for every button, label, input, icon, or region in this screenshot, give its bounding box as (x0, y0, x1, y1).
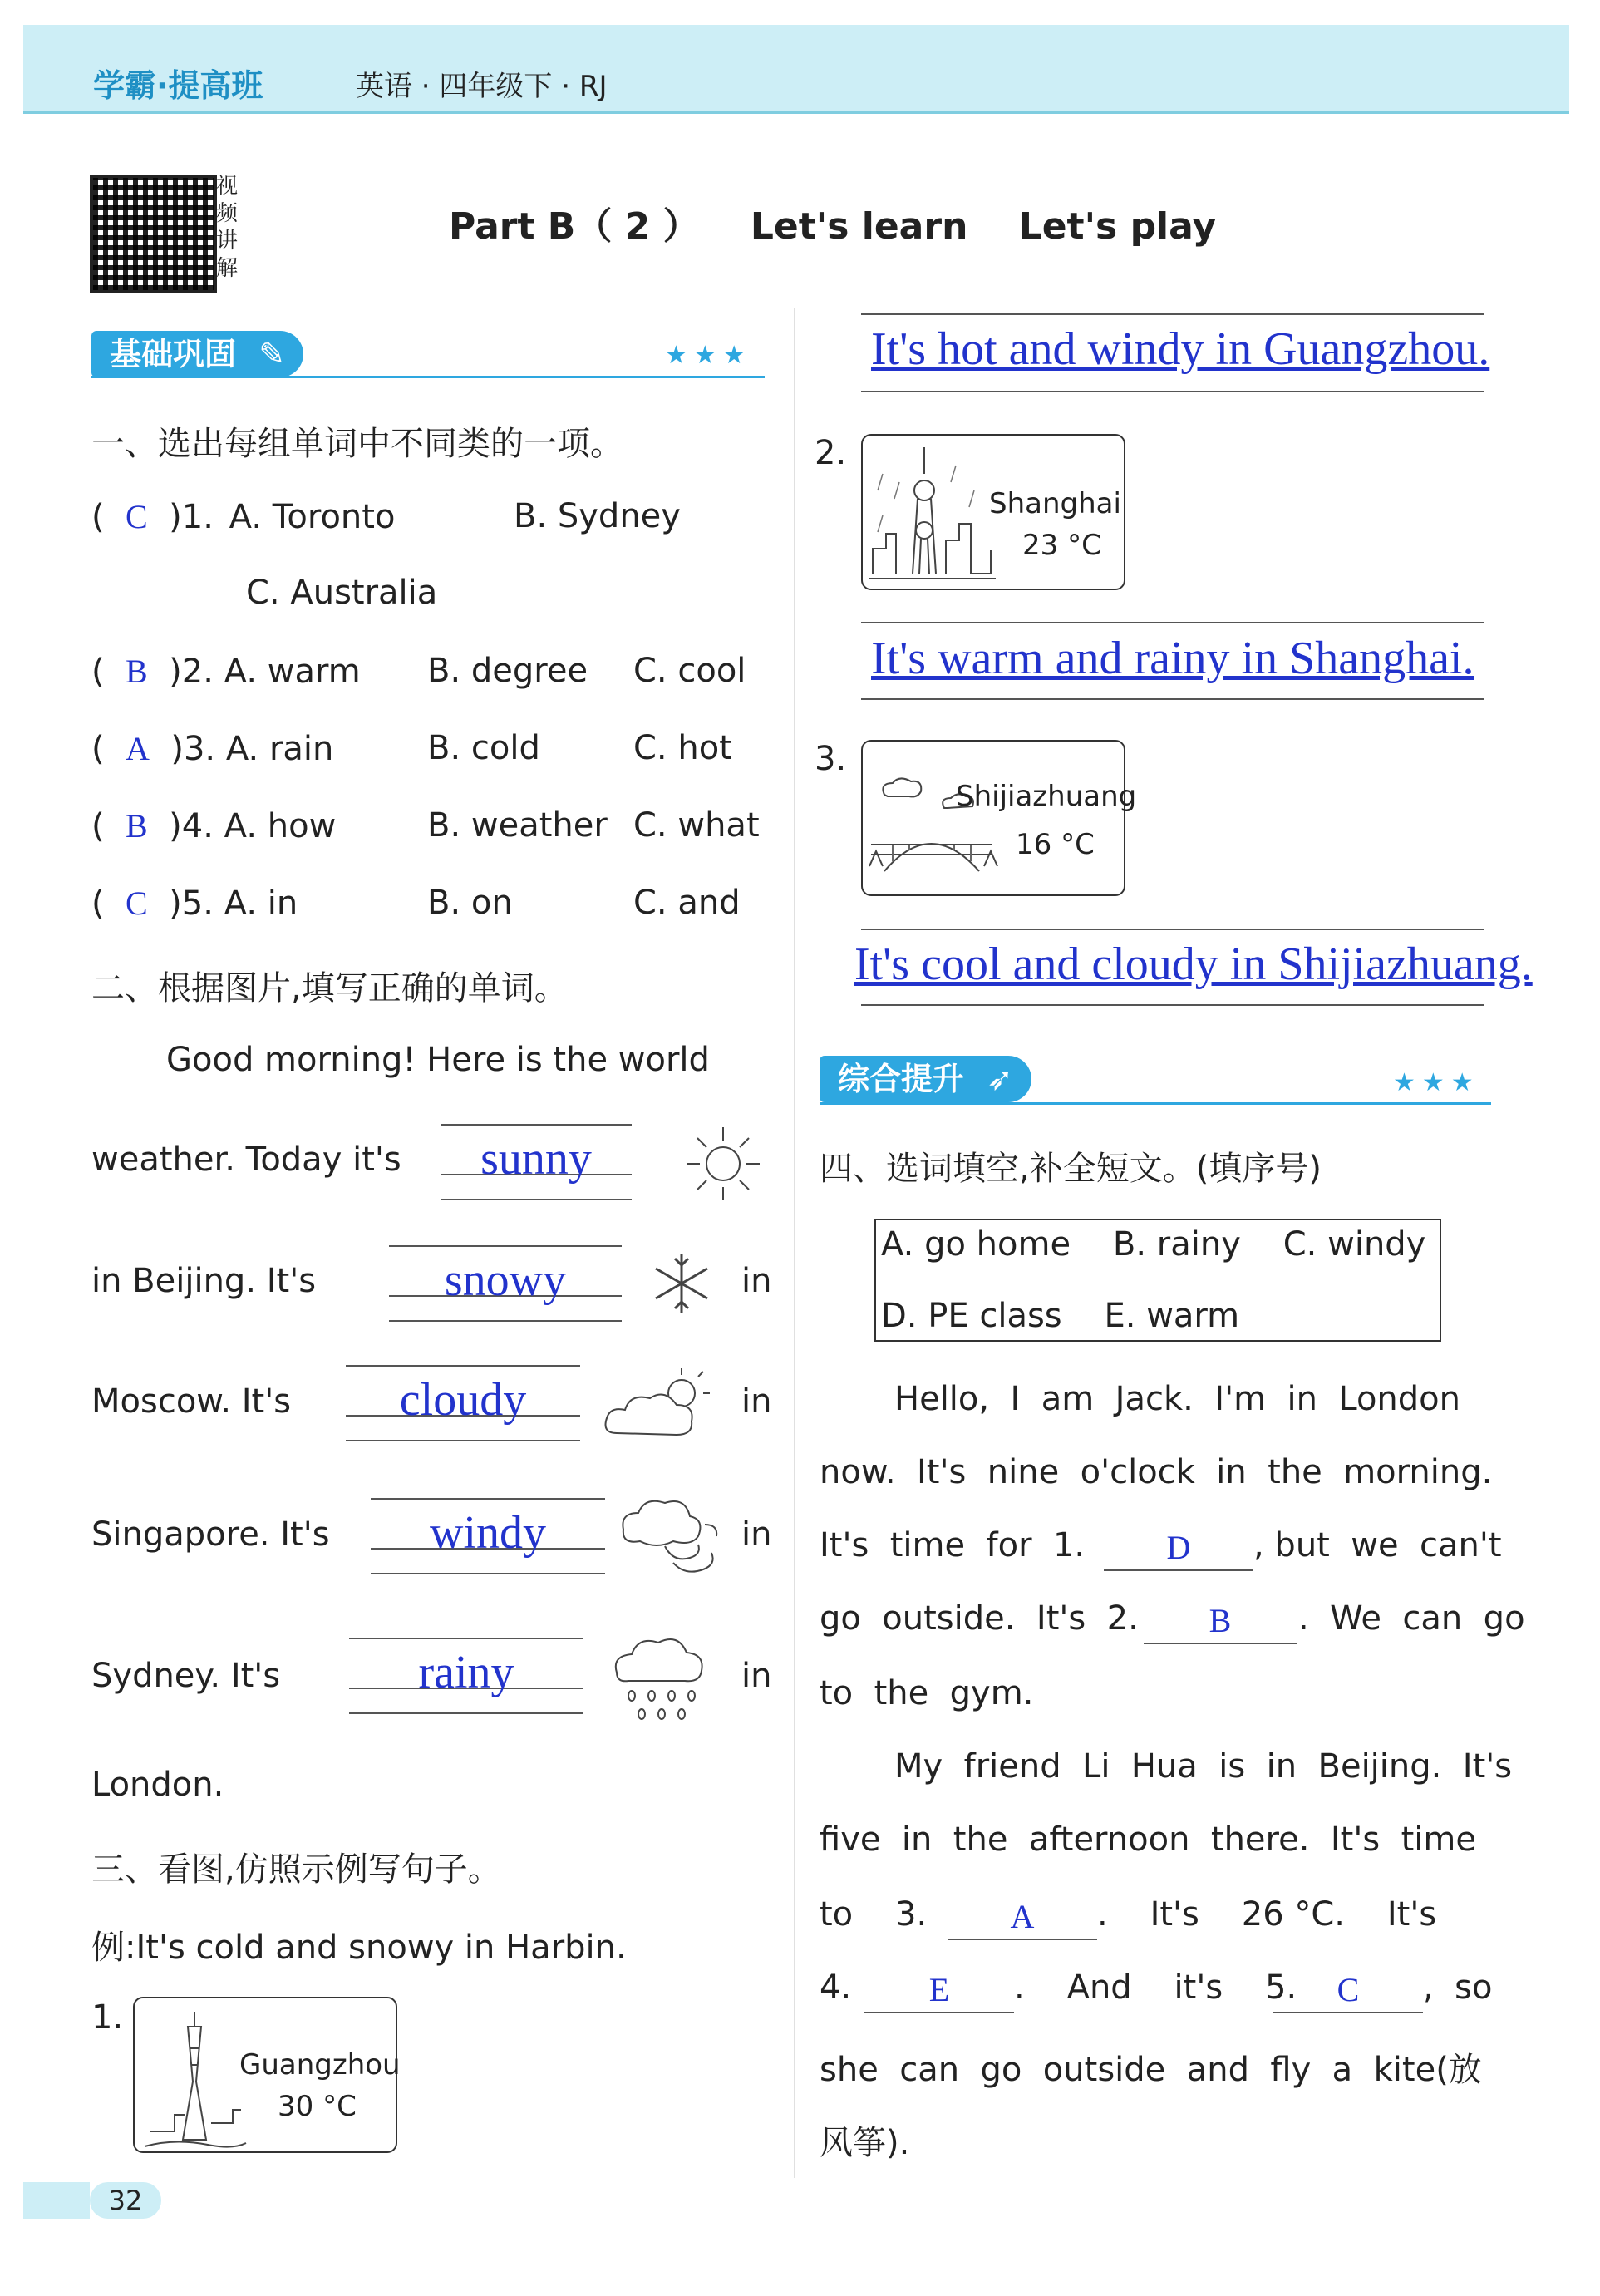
part2-line-5-guide-top (349, 1638, 583, 1639)
passage-p1-line-3b: , but we can't (1253, 1526, 1502, 1564)
passage-p1-line-3a: It's time for 1. (820, 1526, 1086, 1564)
part1-opt-4c: C. what (633, 806, 760, 845)
part1-opt-3b: B. cold (427, 729, 540, 767)
snowflake-icon (647, 1249, 716, 1318)
passage-blank-5[interactable]: C (1273, 1970, 1423, 2013)
part2-line-5-post: in (741, 1657, 772, 1695)
part1-opt-1c: C. Australia (246, 574, 438, 612)
card-temp-3: 16 °C (1016, 828, 1095, 861)
part1-opt-1b: B. Sydney (514, 497, 681, 535)
part1-item-5: ( C )5. A. in (91, 884, 298, 923)
passage-p2-line-4b: . And it's 5. (1014, 1968, 1297, 2007)
page-title: Part B（ 2 ） Let's learn Let's play (449, 205, 1217, 248)
part1-num-5: 5. (181, 884, 214, 923)
part1-opt-3a: A. rain (225, 730, 334, 768)
section-basic-badge (91, 331, 303, 377)
part3-answer-1: It's hot and windy in Guangzhou. (871, 323, 1490, 375)
part1-opt-5a: A. in (224, 884, 298, 923)
part1-num-4: 4. (181, 807, 214, 845)
oriental-pearl-tower-icon (866, 441, 999, 584)
part1-item-1: ( C )1. A. Toronto (91, 498, 396, 536)
section-advanced-rule (820, 1102, 1491, 1105)
part2-heading: 二、根据图片,填写正确的单词。 (91, 969, 568, 1008)
part1-item-2: ( B )2. A. warm (91, 653, 361, 691)
word-bank-row-1: A. go home B. rainy C. windy (881, 1225, 1426, 1264)
section-advanced-stars: ★★★ (1393, 1068, 1480, 1097)
part2-answer-5: rainy (418, 1647, 514, 1698)
part2-line-1-guide-top (441, 1124, 632, 1126)
part2-line-2-guide-top (389, 1245, 622, 1247)
part1-opt-3c: C. hot (633, 729, 732, 767)
subject-label: 英语 · 四年级下 · RJ (356, 70, 608, 103)
section-basic-stars: ★★★ (665, 341, 752, 370)
wind-icon (615, 1488, 723, 1579)
part1-opt-5b: B. on (427, 884, 513, 922)
part2-intro: Good morning! Here is the world (166, 1041, 710, 1079)
passage-p1-line-2: now. It's nine o'clock in the morning. (820, 1453, 1493, 1491)
part3-num-2: 2. (815, 434, 847, 472)
rocket-icon: ➶ (987, 1061, 1014, 1097)
part1-opt-4b: B. weather (427, 806, 608, 845)
cloudy-sun-icon (600, 1363, 716, 1446)
passage-p1-line-1: Hello, I am Jack. I'm in London (894, 1380, 1460, 1418)
weather-card-guangzhou (133, 1997, 401, 2153)
part2-line-3-pre: Moscow. It's (91, 1382, 292, 1421)
qr-code[interactable] (90, 175, 217, 293)
part1-answer-1: C (126, 498, 148, 535)
passage-p2-line-5: she can go outside and fly a kite(放 (820, 2051, 1482, 2089)
qr-label: 视频讲解 (216, 174, 239, 281)
card-temp-2: 23 °C (1022, 529, 1101, 562)
part3-answer-3-guide-top (861, 929, 1484, 930)
section-advanced-badge (820, 1056, 1031, 1102)
section-advanced-label: 综合提升 (838, 1061, 965, 1097)
passage-p2-line-6: 风筝). (820, 2124, 910, 2162)
card-temp-1: 30 °C (278, 2090, 357, 2123)
passage-p2-line-1: My friend Li Hua is in Beijing. It's (894, 1747, 1513, 1786)
part2-line-3-guide-bottom (346, 1440, 580, 1441)
passage-blank-1[interactable]: D (1104, 1528, 1253, 1571)
part3-answer-2: It's warm and rainy in Shanghai. (871, 633, 1474, 684)
passage-p2-line-3b: . It's 26 °C. It's (1097, 1895, 1437, 1934)
part2-line-4-guide-bottom (371, 1573, 605, 1574)
part1-answer-5: C (126, 884, 148, 922)
part1-num-3: 3. (183, 730, 216, 768)
part1-opt-2a: A. warm (224, 653, 361, 691)
part2-line-2-guide-bottom (389, 1320, 622, 1322)
word-bank-box (874, 1219, 1441, 1342)
weather-card-shanghai (861, 434, 1125, 590)
part3-num-1: 1. (91, 1998, 124, 2037)
passage-p2-line-4c: , so (1423, 1968, 1493, 2007)
part1-answer-2: B (126, 653, 148, 690)
part3-answer-1-guide-top (861, 313, 1484, 315)
passage-blank-2[interactable]: B (1144, 1601, 1297, 1644)
part3-heading: 三、看图,仿照示例写句子。 (91, 1850, 501, 1889)
column-divider (794, 308, 795, 2178)
part3-answer-1-guide-bottom (861, 391, 1484, 392)
page-number: 32 (90, 2182, 161, 2219)
part2-line-2-pre: in Beijing. It's (91, 1262, 317, 1300)
page-tab (23, 2182, 90, 2219)
passage-p2-line-3a: to 3. (820, 1895, 928, 1934)
passage-p2-line-2: five in the afternoon there. It's time (820, 1821, 1476, 1859)
passage-p2-line-4a: 4. (820, 1968, 852, 2007)
part1-item-3: ( A )3. A. rain (91, 730, 334, 768)
part1-opt-4a: A. how (224, 807, 337, 845)
part2-line-3-post: in (741, 1382, 772, 1421)
part2-line-5-pre: Sydney. It's (91, 1657, 281, 1695)
part2-answer-2: snowy (444, 1254, 567, 1306)
part2-line-5-guide-bottom (349, 1712, 583, 1714)
part1-num-1: 1. (181, 498, 214, 536)
weather-card-shijiazhuang (861, 740, 1137, 896)
part1-num-2: 2. (181, 653, 214, 691)
pencil-icon: ✎ (258, 336, 286, 372)
part2-line-1-pre: weather. Today it's (91, 1141, 401, 1179)
part1-item-4: ( B )4. A. how (91, 807, 337, 845)
part3-answer-2-guide-bottom (861, 698, 1484, 700)
part3-answer-3-guide-bottom (861, 1004, 1484, 1006)
part2-line-1-guide-bottom (441, 1199, 632, 1200)
rain-icon (607, 1626, 715, 1734)
part1-answer-3: A (126, 730, 150, 767)
passage-blank-4[interactable]: E (864, 1970, 1014, 2013)
part2-line-4-post: in (741, 1515, 772, 1554)
passage-p1-line-4b: . We can go (1298, 1599, 1525, 1638)
part1-heading: 一、选出每组单词中不同类的一项。 (91, 425, 623, 463)
passage-blank-3[interactable]: A (948, 1897, 1097, 1940)
section-basic-label: 基础巩固 (110, 336, 237, 372)
card-city-1: Guangzhou (239, 2048, 401, 2082)
part2-line-2-post: in (741, 1262, 772, 1300)
canton-tower-icon (141, 2007, 249, 2148)
part3-num-3: 3. (815, 740, 847, 778)
brand-title: 学霸·提高班 (93, 67, 263, 104)
sun-icon (683, 1124, 763, 1204)
card-city-2: Shanghai (989, 487, 1121, 520)
part3-answer-2-guide-top (861, 622, 1484, 623)
section-basic-rule (91, 376, 765, 378)
part2-line-4-guide-top (371, 1498, 605, 1500)
part4-heading: 四、选词填空,补全短文。(填序号) (820, 1150, 1322, 1188)
passage-p1-line-4a: go outside. It's 2. (820, 1599, 1139, 1638)
part1-opt-1a: A. Toronto (229, 498, 396, 536)
word-bank-row-2: D. PE class E. warm (881, 1297, 1240, 1335)
part1-opt-5c: C. and (633, 884, 741, 922)
card-city-3: Shijiazhuang (956, 780, 1137, 813)
part2-answer-3: cloudy (399, 1374, 527, 1426)
part2-line-3-guide-top (346, 1365, 580, 1367)
passage-p1-line-5: to the gym. (820, 1674, 1034, 1712)
part3-answer-3: It's cool and cloudy in Shijiazhuang. (854, 939, 1533, 990)
part3-example: 例:It's cold and snowy in Harbin. (91, 1929, 627, 1967)
part1-answer-4: B (126, 807, 148, 845)
part1-opt-2c: C. cool (633, 652, 746, 690)
part1-opt-2b: B. degree (427, 652, 588, 690)
part2-answer-1: sunny (480, 1133, 592, 1185)
part2-end: London. (91, 1766, 224, 1804)
part2-answer-4: windy (430, 1507, 546, 1559)
part2-line-4-pre: Singapore. It's (91, 1515, 330, 1554)
